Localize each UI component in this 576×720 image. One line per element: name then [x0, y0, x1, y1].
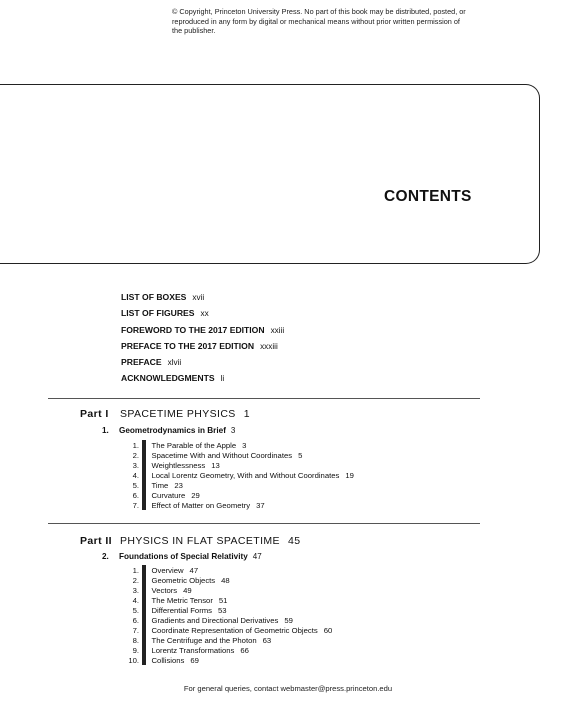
chapter-page: 47 — [252, 552, 262, 561]
section-page: 13 — [211, 460, 220, 470]
section-bar — [142, 500, 146, 510]
section-title: Spacetime With and Without Coordinates — [151, 450, 293, 460]
section-title: Differential Forms — [151, 605, 213, 615]
copyright-notice: © Copyright, Princeton University Press. No part of this book may be distributed, posted, or reproduced in any form by digital or mechanical means without prior written permission of the publisher. — [172, 7, 466, 36]
section-list — [120, 440, 354, 510]
section-page: 19 — [345, 470, 354, 480]
section-title: Vectors — [151, 585, 178, 595]
section-bar — [142, 575, 146, 585]
part-label: Part I — [80, 408, 109, 420]
front-matter-page: li — [220, 374, 225, 384]
section-title: Effect of Matter on Geometry — [151, 500, 251, 510]
part-label: Part II — [80, 535, 112, 547]
part-title: SPACETIME PHYSICS — [120, 408, 236, 420]
section-page: 3 — [242, 440, 247, 450]
front-matter-item — [121, 357, 284, 373]
front-matter-page: xxxiii — [260, 341, 278, 351]
section-item — [120, 655, 332, 665]
section-title: Lorentz Transformations — [151, 645, 235, 655]
section-bar — [142, 605, 146, 615]
section-item — [120, 460, 354, 470]
section-bar — [142, 615, 146, 625]
chapter-number: 1. — [102, 426, 109, 435]
section-number: 2. — [132, 450, 139, 460]
front-matter-item — [121, 292, 284, 308]
section-title: The Parable of the Apple — [151, 440, 237, 450]
section-title: Coordinate Representation of Geometric Objects — [151, 625, 318, 635]
section-number: 7. — [132, 500, 139, 510]
section-number: 1. — [132, 440, 139, 450]
section-number: 3. — [132, 460, 139, 470]
section-title: Local Lorentz Geometry, With and Without Coordinates — [151, 470, 340, 480]
front-matter-title: PREFACE TO THE 2017 EDITION — [121, 340, 255, 351]
section-item — [120, 500, 354, 510]
part-heading — [80, 408, 250, 420]
chapter-heading — [102, 426, 235, 435]
section-bar — [142, 585, 146, 595]
section-page: 5 — [298, 450, 303, 460]
section-page: 69 — [190, 655, 199, 665]
section-item — [120, 450, 354, 460]
section-bar — [142, 635, 146, 645]
contents-title: CONTENTS — [384, 188, 472, 205]
section-title: Collisions — [151, 655, 185, 665]
front-matter-item — [121, 341, 284, 357]
section-number: 4. — [132, 470, 139, 480]
section-bar — [142, 625, 146, 635]
front-matter-page: xxiii — [270, 325, 285, 335]
section-item — [120, 575, 332, 585]
section-number: 8. — [132, 635, 139, 645]
section-number: 6. — [132, 615, 139, 625]
section-bar — [142, 655, 146, 665]
section-number: 3. — [132, 585, 139, 595]
chapter-page: 3 — [230, 426, 236, 435]
section-title: Time — [151, 480, 169, 490]
front-matter-page: xlvii — [167, 358, 182, 368]
front-matter-title: FOREWORD TO THE 2017 EDITION — [121, 324, 265, 335]
section-title: Overview — [151, 565, 184, 575]
section-page: 29 — [191, 490, 200, 500]
section-page: 37 — [256, 500, 265, 510]
part-title: PHYSICS IN FLAT SPACETIME — [120, 535, 280, 547]
section-list — [120, 565, 332, 665]
section-number: 7. — [132, 625, 139, 635]
section-item — [120, 605, 332, 615]
section-page: 49 — [183, 585, 192, 595]
section-item — [120, 565, 332, 575]
section-number: 2. — [132, 575, 139, 585]
section-bar — [142, 440, 146, 450]
front-matter-item — [121, 325, 284, 341]
section-title: Curvature — [151, 490, 186, 500]
front-matter-item — [121, 373, 284, 389]
chapter-title: Foundations of Special Relativity — [119, 552, 248, 561]
section-bar — [142, 470, 146, 480]
front-matter-title: LIST OF BOXES — [121, 292, 187, 302]
section-item — [120, 595, 332, 605]
part-divider — [48, 523, 480, 524]
section-page: 59 — [284, 615, 293, 625]
section-item — [120, 635, 332, 645]
section-bar — [142, 450, 146, 460]
section-page: 23 — [174, 480, 183, 490]
section-bar — [142, 595, 146, 605]
footer-contact: For general queries, contact webmaster@press.princeton.edu — [183, 684, 393, 693]
section-item — [120, 625, 332, 635]
front-matter-page: xx — [200, 309, 209, 319]
section-title: The Metric Tensor — [151, 595, 213, 605]
contents-header-frame — [0, 84, 540, 264]
chapter-heading — [102, 552, 262, 561]
section-number: 10. — [128, 655, 139, 665]
part-divider — [48, 398, 480, 399]
section-item — [120, 440, 354, 450]
part-page: 45 — [287, 535, 301, 547]
front-matter-list — [121, 292, 284, 390]
section-item — [120, 490, 354, 500]
section-item — [120, 615, 332, 625]
section-page: 47 — [189, 565, 199, 575]
section-title: Gradients and Directional Derivatives — [151, 615, 279, 625]
section-bar — [142, 480, 146, 490]
section-number: 5. — [132, 480, 139, 490]
front-matter-title: LIST OF FIGURES — [121, 308, 195, 319]
front-matter-page: xvii — [192, 293, 205, 302]
section-page: 53 — [218, 605, 227, 615]
section-number: 5. — [132, 605, 139, 615]
chapter-number: 2. — [102, 552, 109, 561]
section-page: 48 — [221, 575, 230, 585]
front-matter-title: PREFACE — [121, 357, 162, 368]
section-page: 66 — [240, 645, 249, 655]
section-number: 4. — [132, 595, 139, 605]
section-bar — [142, 460, 146, 470]
chapter-title: Geometrodynamics in Brief — [119, 426, 226, 435]
front-matter-title: ACKNOWLEDGMENTS — [121, 373, 215, 384]
section-page: 51 — [218, 595, 228, 605]
section-item — [120, 645, 332, 655]
section-number: 1. — [132, 565, 139, 575]
section-number: 9. — [132, 645, 139, 655]
part-heading — [80, 535, 300, 547]
section-item — [120, 480, 354, 490]
section-item — [120, 585, 332, 595]
section-title: Weightlessness — [151, 460, 206, 470]
section-number: 6. — [132, 490, 139, 500]
section-page: 63 — [262, 635, 272, 645]
part-page: 1 — [243, 408, 250, 420]
front-matter-item — [121, 308, 284, 324]
section-bar — [142, 645, 146, 655]
section-title: Geometric Objects — [151, 575, 216, 585]
section-title: The Centrifuge and the Photon — [151, 635, 257, 645]
section-bar — [142, 490, 146, 500]
section-page: 60 — [323, 625, 333, 635]
section-bar — [142, 565, 146, 575]
section-item — [120, 470, 354, 480]
